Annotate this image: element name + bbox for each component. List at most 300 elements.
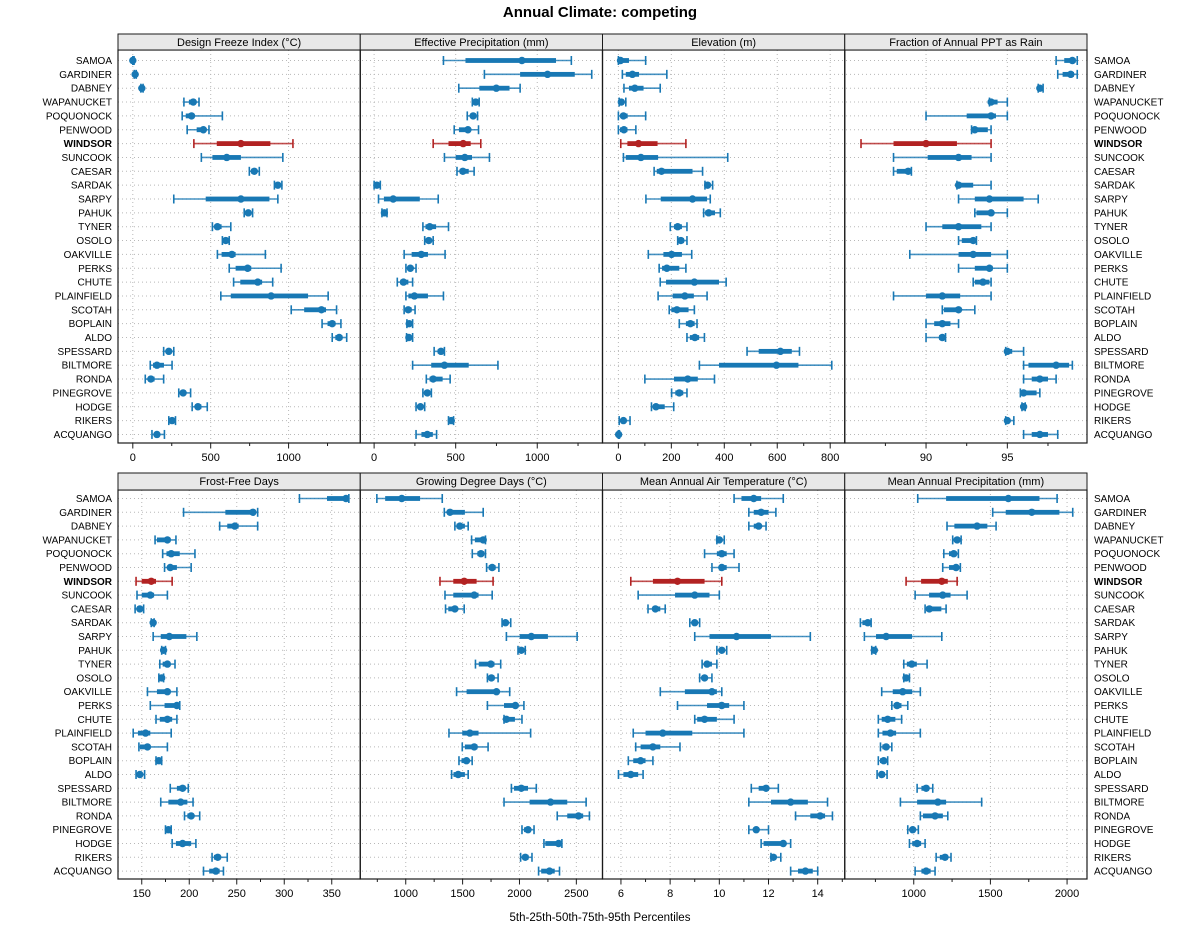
percentile-glyph	[217, 250, 265, 259]
site-label-right: PENWOOD	[1094, 563, 1147, 574]
median-dot	[459, 168, 466, 175]
median-dot	[405, 334, 412, 341]
site-label-left: PLAINFIELD	[54, 728, 112, 740]
percentile-glyph	[618, 125, 635, 134]
median-dot	[405, 306, 412, 313]
median-dot	[882, 743, 889, 750]
percentile-glyph	[425, 236, 433, 245]
percentile-glyph	[796, 811, 833, 820]
median-dot	[649, 743, 656, 750]
panel-title: Design Freeze Index (°C)	[177, 37, 302, 49]
axis-tick-label: 0	[615, 452, 622, 464]
median-dot	[479, 536, 486, 543]
site-label-right: TYNER	[1094, 659, 1128, 671]
median-dot	[1067, 71, 1074, 78]
percentile-glyph	[472, 535, 487, 544]
percentile-glyph	[658, 291, 707, 300]
median-dot	[620, 126, 627, 133]
percentile-glyph	[672, 388, 687, 397]
median-dot	[733, 633, 740, 640]
percentile-glyph	[646, 195, 710, 204]
percentile-glyph	[404, 250, 445, 259]
site-label-left: CAESAR	[70, 166, 112, 178]
site-label-left: OAKVILLE	[63, 687, 112, 699]
percentile-glyph	[622, 70, 666, 79]
interquartile-box	[946, 496, 1039, 501]
percentile-glyph	[221, 291, 328, 300]
site-label-left: ACQUANGO	[53, 866, 112, 878]
site-label-left: SAMOA	[75, 494, 112, 505]
site-label-left: PAHUK	[78, 645, 112, 657]
percentile-glyph	[695, 715, 734, 724]
percentile-glyph	[659, 264, 686, 273]
site-label-right: PERKS	[1094, 263, 1128, 275]
median-dot	[518, 785, 525, 792]
percentile-glyph	[761, 839, 791, 848]
median-dot	[659, 729, 666, 736]
site-label-right: PAHUK	[1094, 645, 1128, 657]
percentile-glyph	[943, 563, 961, 572]
median-dot	[887, 729, 894, 736]
percentile-glyph	[511, 784, 536, 793]
percentile-glyph	[618, 98, 626, 107]
interquartile-box	[431, 363, 469, 368]
median-dot	[342, 495, 349, 502]
site-label-right: PENWOOD	[1094, 125, 1147, 137]
percentile-glyph	[487, 563, 499, 572]
axis-tick-label: 1500	[450, 888, 475, 900]
percentile-glyph	[669, 305, 694, 314]
percentile-glyph	[172, 839, 196, 848]
percentile-caption: 5th-25th-50th-75th-95th Percentiles	[509, 912, 691, 924]
site-label-right: ALDO	[1094, 770, 1122, 781]
site-label-right: DABNEY	[1094, 83, 1136, 95]
site-label-left: SARDAK	[70, 618, 112, 630]
median-dot	[770, 854, 777, 861]
median-dot	[922, 140, 929, 147]
site-label-right: BOPLAIN	[1094, 756, 1138, 768]
median-dot	[222, 237, 229, 244]
median-dot	[718, 702, 725, 709]
site-label-right: PAHUK	[1094, 208, 1128, 220]
interquartile-box	[161, 634, 187, 639]
percentile-glyph	[423, 222, 449, 231]
median-dot	[684, 375, 691, 382]
median-dot	[986, 265, 993, 272]
percentile-glyph	[717, 646, 727, 655]
percentile-glyph	[631, 577, 722, 586]
median-dot	[166, 633, 173, 640]
median-dot	[426, 223, 433, 230]
percentile-glyph	[204, 867, 224, 876]
percentile-glyph	[155, 535, 176, 544]
interquartile-box	[719, 363, 798, 368]
site-label-right: HODGE	[1094, 402, 1131, 414]
site-label-right: SCOTAH	[1094, 305, 1135, 317]
median-dot	[931, 812, 938, 819]
percentile-glyph	[955, 181, 991, 190]
percentile-glyph	[404, 305, 415, 314]
site-label-right: RONDA	[1094, 374, 1131, 386]
percentile-glyph	[445, 591, 492, 600]
panel-border	[118, 490, 360, 879]
median-dot	[926, 605, 933, 612]
panel-border	[118, 50, 360, 443]
median-dot	[138, 85, 145, 92]
site-label-right: HODGE	[1094, 839, 1131, 850]
median-dot	[487, 660, 494, 667]
median-dot	[131, 71, 138, 78]
median-dot	[177, 798, 184, 805]
median-dot	[129, 57, 136, 64]
median-dot	[463, 757, 470, 764]
panel-series	[615, 56, 832, 439]
median-dot	[555, 840, 562, 847]
axis-tick-label: 400	[715, 452, 734, 464]
panel-series	[860, 494, 1072, 876]
site-label-right: WINDSOR	[1094, 139, 1143, 151]
panel-border	[845, 50, 1087, 443]
site-label-left: BOPLAIN	[68, 756, 112, 768]
median-dot	[147, 591, 154, 598]
percentile-glyph	[457, 687, 510, 696]
median-dot	[446, 509, 453, 516]
percentile-glyph	[274, 181, 282, 190]
median-dot	[955, 223, 962, 230]
median-dot	[969, 251, 976, 258]
percentile-glyph	[882, 687, 921, 696]
percentile-glyph	[915, 591, 967, 600]
site-label-right: DABNEY	[1094, 521, 1136, 533]
site-label-left: ALDO	[84, 770, 112, 781]
percentile-glyph	[944, 549, 959, 558]
percentile-glyph	[618, 770, 643, 779]
percentile-glyph	[426, 375, 450, 384]
median-dot	[179, 389, 186, 396]
median-dot	[691, 591, 698, 598]
median-dot	[777, 348, 784, 355]
site-label-right: RONDA	[1094, 811, 1131, 823]
site-label-right: GARDINER	[1094, 507, 1147, 519]
median-dot	[424, 389, 431, 396]
median-dot	[701, 716, 708, 723]
median-dot	[939, 591, 946, 598]
interquartile-box	[1028, 363, 1069, 368]
median-dot	[518, 647, 525, 654]
site-label-left: WAPANUCKET	[42, 535, 112, 547]
median-dot	[1004, 348, 1011, 355]
median-dot	[750, 495, 757, 502]
median-dot	[691, 619, 698, 626]
percentile-glyph	[475, 660, 500, 669]
median-dot	[691, 334, 698, 341]
median-dot	[164, 716, 171, 723]
panel-series	[618, 494, 832, 876]
site-label-right: SARPY	[1094, 194, 1128, 206]
percentile-glyph	[993, 508, 1073, 517]
site-label-left: TYNER	[78, 659, 112, 671]
percentile-glyph	[179, 388, 191, 397]
percentile-glyph	[467, 111, 477, 120]
median-dot	[200, 126, 207, 133]
median-dot	[904, 168, 911, 175]
percentile-glyph	[704, 181, 713, 190]
site-label-right: SARPY	[1094, 632, 1128, 643]
panel-title: Elevation (m)	[691, 37, 757, 49]
percentile-glyph	[908, 825, 919, 834]
median-dot	[703, 660, 710, 667]
percentile-glyph	[135, 604, 144, 613]
percentile-glyph	[712, 563, 739, 572]
site-label-right: SPESSARD	[1094, 783, 1149, 795]
median-dot	[522, 854, 529, 861]
median-dot	[493, 688, 500, 695]
median-dot	[142, 729, 149, 736]
median-dot	[488, 564, 495, 571]
median-dot	[718, 647, 725, 654]
median-dot	[228, 251, 235, 258]
site-label-left: PERKS	[78, 701, 112, 712]
percentile-glyph	[444, 153, 489, 162]
site-label-right: ACQUANGO	[1094, 866, 1153, 878]
median-dot	[244, 265, 251, 272]
site-label-left: DABNEY	[70, 83, 112, 95]
percentile-glyph	[677, 236, 687, 245]
median-dot	[952, 564, 959, 571]
site-label-right: RIKERS	[1094, 416, 1132, 428]
median-dot	[164, 660, 171, 667]
percentile-glyph	[229, 264, 281, 273]
median-dot	[909, 826, 916, 833]
site-label-right: BILTMORE	[1094, 360, 1145, 372]
axis-tick-label: 14	[811, 888, 824, 900]
site-label-left: RIKERS	[74, 416, 112, 428]
median-dot	[164, 536, 171, 543]
percentile-glyph	[877, 770, 887, 779]
median-dot	[165, 826, 172, 833]
panel-title: Effective Precipitation (mm)	[414, 37, 549, 49]
percentile-glyph	[1024, 430, 1058, 439]
median-dot	[979, 278, 986, 285]
median-dot	[899, 688, 906, 695]
percentile-glyph	[894, 167, 912, 176]
median-dot	[913, 840, 920, 847]
median-dot	[251, 168, 258, 175]
site-label-right: PERKS	[1094, 701, 1128, 712]
median-dot	[518, 57, 525, 64]
percentile-glyph	[373, 181, 380, 190]
median-dot	[939, 292, 946, 299]
percentile-glyph	[405, 319, 412, 328]
median-dot	[456, 522, 463, 529]
median-dot	[464, 126, 471, 133]
site-label-right: ACQUANGO	[1094, 429, 1153, 441]
median-dot	[950, 550, 957, 557]
median-dot	[617, 57, 624, 64]
percentile-glyph	[557, 811, 589, 820]
percentile-glyph	[160, 646, 167, 655]
median-dot	[373, 181, 380, 188]
median-dot	[187, 812, 194, 819]
median-dot	[1004, 417, 1011, 424]
percentile-glyph	[648, 250, 691, 259]
site-label-left: TYNER	[78, 222, 112, 234]
interquartile-box	[661, 197, 707, 202]
interquartile-box	[954, 524, 987, 529]
median-dot	[802, 867, 809, 874]
percentile-glyph	[925, 604, 946, 613]
percentile-glyph	[423, 388, 431, 397]
median-dot	[512, 702, 519, 709]
percentile-glyph	[902, 673, 909, 682]
axis-tick-label: 1000	[525, 452, 550, 464]
site-label-left: BILTMORE	[61, 797, 112, 809]
percentile-glyph	[434, 347, 445, 356]
interquartile-box	[876, 634, 912, 639]
percentile-glyph	[648, 604, 665, 613]
panel-border	[603, 490, 845, 879]
percentile-glyph	[174, 195, 278, 204]
median-dot	[864, 619, 871, 626]
median-dot	[136, 771, 143, 778]
percentile-glyph	[878, 756, 887, 765]
percentile-glyph	[457, 167, 474, 176]
site-label-right: CAESAR	[1094, 166, 1136, 178]
median-dot	[705, 209, 712, 216]
percentile-glyph	[299, 494, 349, 503]
median-dot	[663, 265, 670, 272]
panel-series	[373, 56, 592, 439]
percentile-glyph	[192, 402, 207, 411]
axis-tick-label: 2000	[507, 888, 532, 900]
percentile-glyph	[959, 236, 977, 245]
percentile-glyph	[487, 701, 524, 710]
panel-border	[360, 50, 602, 443]
median-dot	[893, 702, 900, 709]
percentile-glyph	[222, 236, 229, 245]
site-label-left: BILTMORE	[61, 360, 112, 372]
percentile-glyph	[249, 167, 259, 176]
median-dot	[411, 292, 418, 299]
median-dot	[773, 362, 780, 369]
site-label-right: POQUONOCK	[1094, 111, 1161, 123]
percentile-glyph	[900, 798, 981, 807]
percentile-glyph	[702, 660, 717, 669]
percentile-glyph	[926, 111, 1007, 120]
median-dot	[1005, 495, 1012, 502]
percentile-glyph	[165, 825, 172, 834]
site-label-right: WINDSOR	[1094, 576, 1143, 588]
percentile-glyph	[454, 125, 478, 134]
median-dot	[969, 237, 976, 244]
percentile-glyph	[878, 729, 920, 738]
percentile-glyph	[1036, 84, 1043, 93]
median-dot	[153, 431, 160, 438]
percentile-glyph	[332, 333, 346, 342]
median-dot	[953, 536, 960, 543]
percentile-glyph	[185, 811, 200, 820]
median-dot	[164, 688, 171, 695]
interquartile-box	[646, 731, 693, 736]
median-dot	[902, 674, 909, 681]
median-dot	[466, 729, 473, 736]
percentile-glyph	[448, 416, 455, 425]
percentile-glyph	[163, 549, 195, 558]
median-dot	[971, 126, 978, 133]
percentile-glyph	[947, 522, 996, 531]
percentile-glyph	[695, 632, 811, 641]
percentile-glyph	[416, 402, 425, 411]
axis-tick-label: 1000	[901, 888, 926, 900]
median-dot	[153, 362, 160, 369]
median-dot	[871, 647, 878, 654]
percentile-glyph	[145, 375, 163, 384]
median-dot	[618, 98, 625, 105]
median-dot	[780, 840, 787, 847]
median-dot	[941, 854, 948, 861]
median-dot	[318, 306, 325, 313]
median-dot	[620, 417, 627, 424]
site-label-left: RONDA	[75, 811, 112, 823]
site-label-left: OAKVILLE	[63, 249, 112, 261]
site-label-right: SAMOA	[1094, 56, 1131, 67]
site-label-right: WAPANUCKET	[1094, 97, 1164, 109]
median-dot	[922, 785, 929, 792]
median-dot	[1036, 431, 1043, 438]
axis-tick-label: 2500	[564, 888, 589, 900]
percentile-glyph	[164, 347, 174, 356]
percentile-glyph	[660, 687, 721, 696]
site-label-right: CHUTE	[1094, 714, 1129, 726]
site-label-right: CHUTE	[1094, 277, 1129, 289]
site-label-left: SARDAK	[70, 180, 112, 192]
median-dot	[939, 334, 946, 341]
percentile-glyph	[749, 508, 776, 517]
percentile-glyph	[152, 430, 164, 439]
percentile-glyph	[201, 153, 282, 162]
percentile-glyph	[670, 222, 687, 231]
percentile-glyph	[1020, 388, 1040, 397]
median-dot	[627, 771, 634, 778]
median-dot	[652, 403, 659, 410]
median-dot	[884, 716, 891, 723]
median-dot	[267, 292, 274, 299]
percentile-glyph	[704, 208, 721, 217]
median-dot	[493, 85, 500, 92]
percentile-glyph	[155, 756, 162, 765]
site-label-left: WAPANUCKET	[42, 97, 112, 109]
panel-border	[360, 490, 602, 879]
site-label-right: OSOLO	[1094, 236, 1130, 248]
median-dot	[704, 181, 711, 188]
percentile-glyph	[917, 784, 933, 793]
median-dot	[1020, 389, 1027, 396]
median-dot	[160, 647, 167, 654]
site-label-left: RIKERS	[74, 852, 112, 864]
percentile-glyph	[504, 798, 586, 807]
median-dot	[635, 140, 642, 147]
percentile-glyph	[1024, 375, 1057, 384]
median-dot	[1036, 375, 1043, 382]
median-dot	[254, 278, 261, 285]
site-label-left: SCOTAH	[71, 305, 112, 317]
median-dot	[437, 348, 444, 355]
percentile-glyph	[1056, 56, 1077, 65]
percentile-glyph	[487, 673, 498, 682]
median-dot	[471, 743, 478, 750]
percentile-glyph	[638, 591, 719, 600]
median-dot	[955, 181, 962, 188]
